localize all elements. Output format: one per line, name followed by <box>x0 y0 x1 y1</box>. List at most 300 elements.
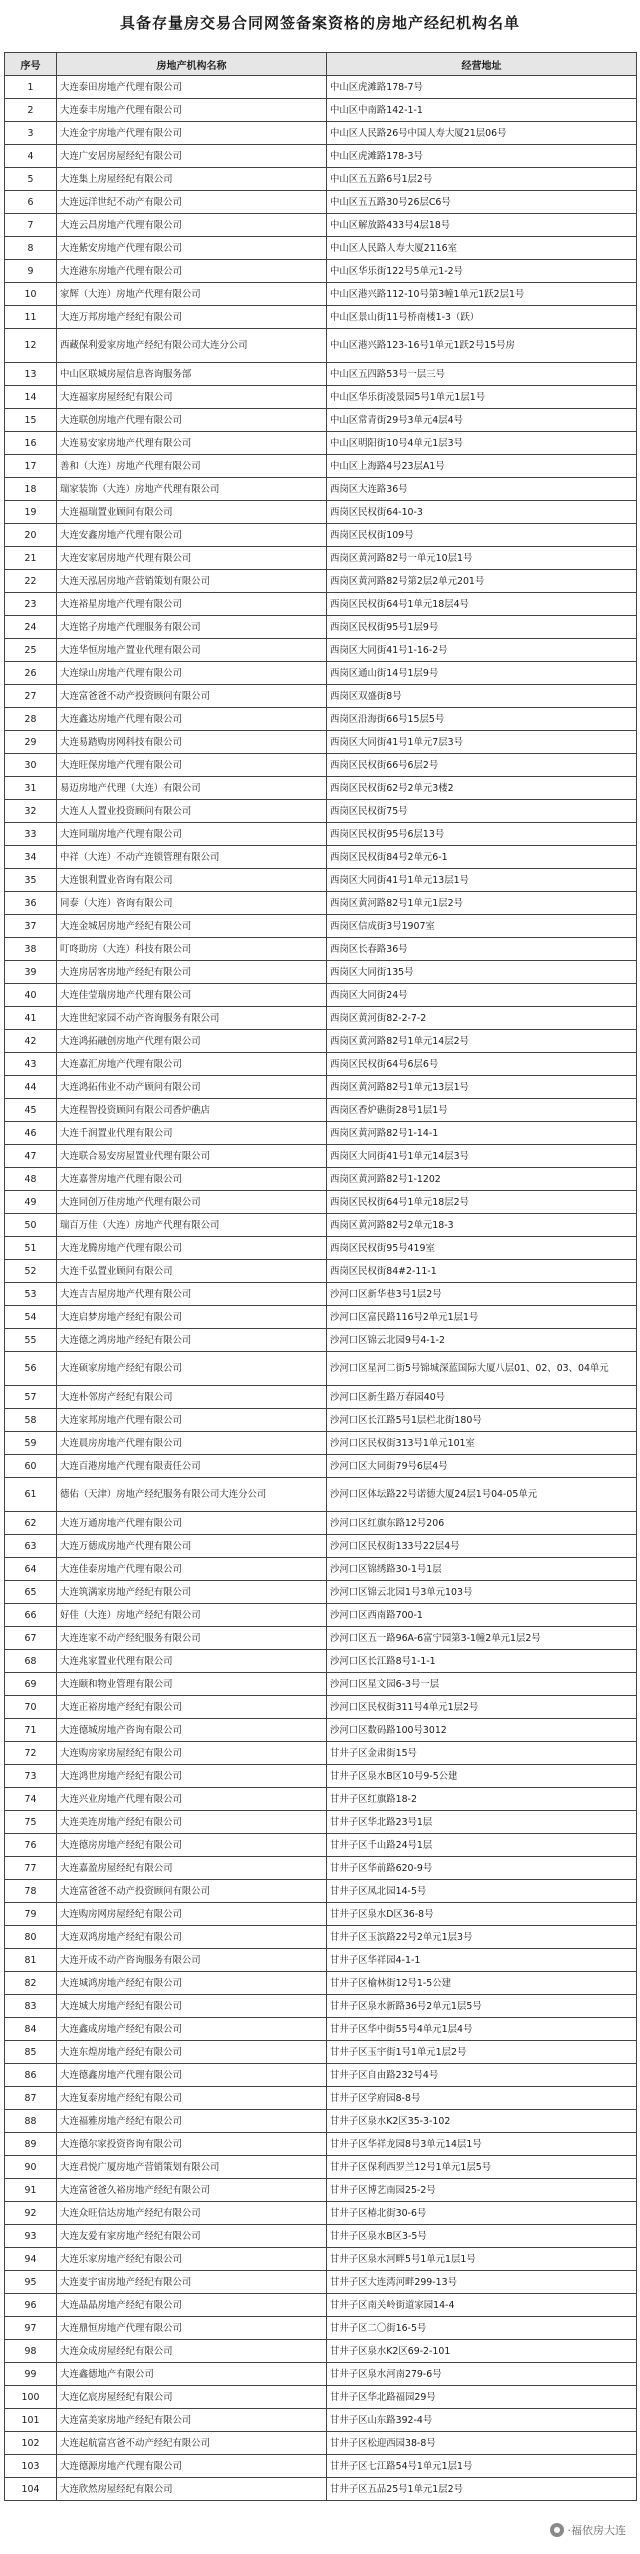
row-agency-name: 大连鸿世房地产经纪有限公司 <box>57 1765 327 1788</box>
row-index: 42 <box>5 1030 57 1053</box>
row-index: 96 <box>5 2294 57 2317</box>
row-agency-name: 大连铭子房地产代理服务有限公司 <box>57 616 327 639</box>
row-index: 11 <box>5 306 57 329</box>
row-index: 31 <box>5 777 57 800</box>
table-row <box>5 1145 637 1168</box>
table-row <box>5 76 637 99</box>
row-agency-name: 大连天泓居房地产营销策划有限公司 <box>57 570 327 593</box>
table-row <box>5 1581 637 1604</box>
row-agency-name: 大连安家居房地产代理有限公司 <box>57 547 327 570</box>
row-index: 6 <box>5 191 57 214</box>
table-row <box>5 2432 637 2455</box>
row-address: 西岗区香炉礁街28号1层1号 <box>327 1099 637 1122</box>
row-address: 沙河口区红旗东路12号206 <box>327 1512 637 1535</box>
row-address: 甘井子区玉宇街1号1单元1层2号 <box>327 2041 637 2064</box>
row-index: 49 <box>5 1191 57 1214</box>
table-row <box>5 1191 637 1214</box>
row-address: 甘井子区玉滨路22号2单元1层3号 <box>327 1926 637 1949</box>
table-row <box>5 869 637 892</box>
table-row <box>5 2363 637 2386</box>
table-row <box>5 1811 637 1834</box>
row-agency-name: 大连东煌房地产经纪有限公司 <box>57 2041 327 2064</box>
row-agency-name: 大连福家房屋经纪有限公司 <box>57 386 327 409</box>
table-row <box>5 2294 637 2317</box>
table-row <box>5 754 637 777</box>
row-index: 58 <box>5 1409 57 1432</box>
row-agency-name: 大连众成房屋经纪有限公司 <box>57 2340 327 2363</box>
row-agency-name: 易迈房地产代理（大连）有限公司 <box>57 777 327 800</box>
row-agency-name: 大连绿山房地产代理有限公司 <box>57 662 327 685</box>
row-address: 沙河口区民权街313号1单元101室 <box>327 1432 637 1455</box>
table-row <box>5 731 637 754</box>
row-index: 102 <box>5 2432 57 2455</box>
row-address: 沙河口区星文园6-3号一层 <box>327 1673 637 1696</box>
row-index: 83 <box>5 1995 57 2018</box>
watermark-text: ·福依房大连 <box>567 2524 626 2537</box>
table-row <box>5 1742 637 1765</box>
row-index: 37 <box>5 915 57 938</box>
table-row <box>5 639 637 662</box>
row-address: 西岗区沿海街66号15层5号 <box>327 708 637 731</box>
row-index: 23 <box>5 593 57 616</box>
row-address: 中山区虎滩路178-7号 <box>327 76 637 99</box>
row-agency-name: 大连鸿拓伟业不动产顾问有限公司 <box>57 1076 327 1099</box>
row-agency-name: 大连泰田房地产代理有限公司 <box>57 76 327 99</box>
table-row <box>5 1122 637 1145</box>
row-address: 中山区明阳街10号4单元1层3号 <box>327 432 637 455</box>
table-row <box>5 1558 637 1581</box>
row-agency-name: 大连兆家置业代理有限公司 <box>57 1650 327 1673</box>
row-agency-name: 大连鑫达房地产代理有限公司 <box>57 708 327 731</box>
row-index: 81 <box>5 1949 57 1972</box>
row-agency-name: 大连集上房屋经纪有限公司 <box>57 168 327 191</box>
row-address: 西岗区大同街24号 <box>327 984 637 1007</box>
row-address: 西岗区民权街64号1单元18层2号 <box>327 1191 637 1214</box>
row-agency-name: 大连福瑞置业顾问有限公司 <box>57 501 327 524</box>
row-agency-name: 叮咚助房（大连）科技有限公司 <box>57 938 327 961</box>
table-row <box>5 1168 637 1191</box>
row-agency-name: 大连房居客房地产经纪有限公司 <box>57 961 327 984</box>
row-index: 40 <box>5 984 57 1007</box>
row-agency-name: 中山区联城房屋信息咨询服务部 <box>57 363 327 386</box>
row-index: 14 <box>5 386 57 409</box>
row-address: 沙河口区大同街79号6层4号 <box>327 1455 637 1478</box>
row-agency-name: 大连启梦房地产经纪有限公司 <box>57 1306 327 1329</box>
table-row <box>5 1329 637 1352</box>
table-row <box>5 1237 637 1260</box>
row-agency-name: 大连金宇房地产代理有限公司 <box>57 122 327 145</box>
row-agency-name: 大连晨房房地产代理有限公司 <box>57 1432 327 1455</box>
row-address: 沙河口区富民路116号2单元1层1号 <box>327 1306 637 1329</box>
row-index: 13 <box>5 363 57 386</box>
row-agency-name: 大连兴业房地产代理有限公司 <box>57 1788 327 1811</box>
row-address: 甘井子区二〇街16-5号 <box>327 2317 637 2340</box>
row-index: 44 <box>5 1076 57 1099</box>
row-index: 30 <box>5 754 57 777</box>
row-index: 51 <box>5 1237 57 1260</box>
table-row <box>5 593 637 616</box>
row-agency-name: 大连麦宇宙房地产经纪有限公司 <box>57 2271 327 2294</box>
row-index: 103 <box>5 2455 57 2478</box>
row-agency-name: 大连硕家房地产经纪有限公司 <box>57 1352 327 1386</box>
row-agency-name: 大连港东房地产代理有限公司 <box>57 260 327 283</box>
row-index: 71 <box>5 1719 57 1742</box>
row-address: 中山区人民路人寿大厦2116室 <box>327 237 637 260</box>
table-row <box>5 191 637 214</box>
row-address: 沙河口区新华巷3号1层2号 <box>327 1283 637 1306</box>
row-index: 94 <box>5 2248 57 2271</box>
table-row <box>5 1512 637 1535</box>
row-agency-name: 大连购房家房屋经纪有限公司 <box>57 1742 327 1765</box>
row-address: 西岗区黄河路82号1-14-1 <box>327 1122 637 1145</box>
row-address: 西岗区民权街95号1层9号 <box>327 616 637 639</box>
table-row <box>5 984 637 1007</box>
row-index: 90 <box>5 2156 57 2179</box>
row-address: 沙河口区新生路万春园40号 <box>327 1386 637 1409</box>
row-index: 15 <box>5 409 57 432</box>
row-agency-name: 大连银利置业咨询有限公司 <box>57 869 327 892</box>
table-row <box>5 1535 637 1558</box>
row-address: 甘井子区金肃街15号 <box>327 1742 637 1765</box>
row-index: 82 <box>5 1972 57 1995</box>
row-index: 1 <box>5 76 57 99</box>
row-index: 62 <box>5 1512 57 1535</box>
row-index: 45 <box>5 1099 57 1122</box>
row-agency-name: 大连千弘置业顾问有限公司 <box>57 1260 327 1283</box>
row-agency-name: 大连裕星房地产代理有限公司 <box>57 593 327 616</box>
row-address: 甘井子区红旗路18-2 <box>327 1788 637 1811</box>
table-row <box>5 1719 637 1742</box>
table-row <box>5 662 637 685</box>
row-index: 89 <box>5 2133 57 2156</box>
row-agency-name: 大连众旺信达房地产经纪有限公司 <box>57 2202 327 2225</box>
row-address: 沙河口区锦云北园9号4-1-2 <box>327 1329 637 1352</box>
table-row <box>5 547 637 570</box>
row-address: 沙河口区锦绣路30-1号1层 <box>327 1558 637 1581</box>
row-address: 甘井子区华前路620-9号 <box>327 1857 637 1880</box>
row-address: 甘井子区泉水K2区35-3-102 <box>327 2110 637 2133</box>
row-index: 12 <box>5 329 57 363</box>
row-address: 中山区景山街11号桥南楼1-3（跃） <box>327 306 637 329</box>
row-address: 中山区五五路6号1层2号 <box>327 168 637 191</box>
row-index: 46 <box>5 1122 57 1145</box>
row-address: 沙河口区星河二街5号锦城深蓝国际大厦八层01、02、03、04单元 <box>327 1352 637 1386</box>
table-row <box>5 1409 637 1432</box>
row-index: 25 <box>5 639 57 662</box>
row-agency-name: 大连德房房地产经纪有限公司 <box>57 1834 327 1857</box>
table-row <box>5 777 637 800</box>
row-address: 中山区常青街29号3单元4层4号 <box>327 409 637 432</box>
table-row <box>5 1432 637 1455</box>
table-row <box>5 1834 637 1857</box>
table-row <box>5 1903 637 1926</box>
table-row <box>5 2018 637 2041</box>
row-agency-name: 大连筑满家房地产经纪有限公司 <box>57 1581 327 1604</box>
table-row <box>5 1857 637 1880</box>
table-body <box>5 76 637 2501</box>
row-agency-name: 大连友爱有家房地产经纪有限公司 <box>57 2225 327 2248</box>
row-address: 中山区港兴路123-16号1单元1跃2号15号房 <box>327 329 637 363</box>
table-row <box>5 2248 637 2271</box>
row-address: 甘井子区华中街55号4单元1层4号 <box>327 2018 637 2041</box>
row-agency-name: 大连佳泰房地产代理有限公司 <box>57 1558 327 1581</box>
row-agency-name: 大连嘉誉房地产代理有限公司 <box>57 1168 327 1191</box>
row-agency-name: 大连联创房地产代理有限公司 <box>57 409 327 432</box>
table-row <box>5 1673 637 1696</box>
row-agency-name: 大连旺保房地产代理有限公司 <box>57 754 327 777</box>
table-row <box>5 685 637 708</box>
row-index: 26 <box>5 662 57 685</box>
row-agency-name: 同泰（大连）咨询有限公司 <box>57 892 327 915</box>
row-address: 甘井子区华北路福园29号 <box>327 2386 637 2409</box>
row-address: 甘井子区榆林街12号1-5公建 <box>327 1972 637 1995</box>
agency-table <box>4 52 637 2501</box>
table-row <box>5 1455 637 1478</box>
row-address: 西岗区大同街41号1单元14层3号 <box>327 1145 637 1168</box>
row-index: 91 <box>5 2179 57 2202</box>
header-index: 序号 <box>5 53 57 76</box>
row-agency-name: 大连万邦房地产经纪有限公司 <box>57 306 327 329</box>
row-address: 甘井子区博艺南园25-2号 <box>327 2179 637 2202</box>
row-address: 甘井子区泉水D区36-8号 <box>327 1903 637 1926</box>
row-agency-name: 大连世纪家园不动产咨询服务有限公司 <box>57 1007 327 1030</box>
row-index: 69 <box>5 1673 57 1696</box>
row-agency-name: 大连乐家房地产经纪有限公司 <box>57 2248 327 2271</box>
row-agency-name: 大连程智投资顾问有限公司香炉礁店 <box>57 1099 327 1122</box>
page-title: 具备存量房交易合同网签备案资格的房地产经纪机构名单 <box>119 14 520 32</box>
row-agency-name: 大连朴邻房产经纪有限公司 <box>57 1386 327 1409</box>
table-row <box>5 846 637 869</box>
row-agency-name: 大连德尔家投资咨询有限公司 <box>57 2133 327 2156</box>
row-index: 43 <box>5 1053 57 1076</box>
row-index: 3 <box>5 122 57 145</box>
row-address: 西岗区黄河路82号1单元1层2号 <box>327 892 637 915</box>
row-index: 52 <box>5 1260 57 1283</box>
row-address: 西岗区双盛街8号 <box>327 685 637 708</box>
row-agency-name: 大连欣然房屋经纪有限公司 <box>57 2478 327 2501</box>
row-agency-name: 大连开成不动产咨询服务有限公司 <box>57 1949 327 1972</box>
row-index: 38 <box>5 938 57 961</box>
row-address: 沙河口区体坛路22号诺德大厦24层1号04-05单元 <box>327 1478 637 1512</box>
row-index: 101 <box>5 2409 57 2432</box>
row-index: 61 <box>5 1478 57 1512</box>
row-address: 西岗区民权街64号1单元18层4号 <box>327 593 637 616</box>
row-index: 16 <box>5 432 57 455</box>
row-agency-name: 大连德城房地产咨询有限公司 <box>57 1719 327 1742</box>
row-index: 59 <box>5 1432 57 1455</box>
row-agency-name: 大连联合易安房屋置业代理有限公司 <box>57 1145 327 1168</box>
row-address: 甘井子区华北路23号1层 <box>327 1811 637 1834</box>
row-address: 西岗区黄河路82号1单元14层2号 <box>327 1030 637 1053</box>
row-index: 73 <box>5 1765 57 1788</box>
table-row <box>5 1650 637 1673</box>
row-index: 66 <box>5 1604 57 1627</box>
row-index: 28 <box>5 708 57 731</box>
row-address: 西岗区黄河路82号1单元13层1号 <box>327 1076 637 1099</box>
row-agency-name: 大连吉吉屋房地产代理有限公司 <box>57 1283 327 1306</box>
table-row <box>5 1386 637 1409</box>
row-address: 西岗区民权街64-10-3 <box>327 501 637 524</box>
row-address: 中山区五五路30号26层C6号 <box>327 191 637 214</box>
table-row <box>5 1765 637 1788</box>
table-row <box>5 145 637 168</box>
row-agency-name: 家辉（大连）房地产代理有限公司 <box>57 283 327 306</box>
table-row <box>5 2225 637 2248</box>
row-agency-name: 大连人人置业投资顾问有限公司 <box>57 800 327 823</box>
wechat-logo-icon <box>550 2523 564 2537</box>
table-row <box>5 1604 637 1627</box>
row-index: 8 <box>5 237 57 260</box>
row-index: 104 <box>5 2478 57 2501</box>
row-address: 西岗区大同街41号1单元7层3号 <box>327 731 637 754</box>
row-agency-name: 大连同创万佳房地产代理有限公司 <box>57 1191 327 1214</box>
row-address: 西岗区民权街66号6层2号 <box>327 754 637 777</box>
row-index: 20 <box>5 524 57 547</box>
table-row <box>5 616 637 639</box>
row-index: 53 <box>5 1283 57 1306</box>
row-index: 100 <box>5 2386 57 2409</box>
table-header-row <box>5 53 637 76</box>
row-index: 64 <box>5 1558 57 1581</box>
table-row <box>5 1949 637 1972</box>
table-row <box>5 2317 637 2340</box>
row-address: 西岗区民权街109号 <box>327 524 637 547</box>
row-address: 甘井子区千山路24号1层 <box>327 1834 637 1857</box>
row-agency-name: 大连鑫成房地产经纪有限公司 <box>57 2018 327 2041</box>
row-address: 中山区解放路433号4层18号 <box>327 214 637 237</box>
row-agency-name: 大连金城居房地产经纪有限公司 <box>57 915 327 938</box>
row-address: 西岗区大同街41号1-16-2号 <box>327 639 637 662</box>
table-row <box>5 1030 637 1053</box>
row-index: 41 <box>5 1007 57 1030</box>
row-index: 74 <box>5 1788 57 1811</box>
row-agency-name: 大连城鸿房地产经纪有限公司 <box>57 1972 327 1995</box>
row-index: 5 <box>5 168 57 191</box>
table-row <box>5 2202 637 2225</box>
row-address: 西岗区大连路36号 <box>327 478 637 501</box>
row-index: 60 <box>5 1455 57 1478</box>
row-address: 甘井子区七江路54号1单元1层1号 <box>327 2455 637 2478</box>
row-agency-name: 德佑（天津）房地产经纪服务有限公司大连分公司 <box>57 1478 327 1512</box>
row-address: 西岗区通山街14号1层9号 <box>327 662 637 685</box>
row-index: 17 <box>5 455 57 478</box>
row-index: 77 <box>5 1857 57 1880</box>
row-address: 甘井子区大连湾河畔299-13号 <box>327 2271 637 2294</box>
table-row <box>5 501 637 524</box>
row-address: 中山区中南路142-1-1 <box>327 99 637 122</box>
row-address: 甘井子区五品25号1单元1层2号 <box>327 2478 637 2501</box>
row-address: 甘井子区椿北街30-6号 <box>327 2202 637 2225</box>
table-row <box>5 409 637 432</box>
table-row <box>5 2179 637 2202</box>
row-index: 39 <box>5 961 57 984</box>
row-address: 甘井子区学府园8-8号 <box>327 2087 637 2110</box>
row-agency-name: 大连起航富宫爸不动产经纪有限公司 <box>57 2432 327 2455</box>
row-address: 甘井子区南关岭街道家园14-4 <box>327 2294 637 2317</box>
row-index: 72 <box>5 1742 57 1765</box>
row-index: 34 <box>5 846 57 869</box>
table-row <box>5 2386 637 2409</box>
table-row <box>5 386 637 409</box>
table-row <box>5 524 637 547</box>
table-row <box>5 214 637 237</box>
row-index: 57 <box>5 1386 57 1409</box>
row-agency-name: 大连富爸爸不动产投资顾问有限公司 <box>57 1880 327 1903</box>
row-agency-name: 大连华恒房地产置业代理有限公司 <box>57 639 327 662</box>
table-row <box>5 2133 637 2156</box>
table-row <box>5 823 637 846</box>
table-row <box>5 1283 637 1306</box>
row-agency-name: 大连德鑫房地产代理有限公司 <box>57 2064 327 2087</box>
row-index: 75 <box>5 1811 57 1834</box>
row-address: 中山区虎滩路178-3号 <box>327 145 637 168</box>
row-address: 沙河口区西南路700-1 <box>327 1604 637 1627</box>
row-index: 95 <box>5 2271 57 2294</box>
row-index: 29 <box>5 731 57 754</box>
table-row <box>5 1926 637 1949</box>
table-row <box>5 1880 637 1903</box>
row-index: 21 <box>5 547 57 570</box>
table-row <box>5 1478 637 1512</box>
row-index: 93 <box>5 2225 57 2248</box>
row-address: 甘井子区泉水河畔5号1单元1层1号 <box>327 2248 637 2271</box>
row-index: 27 <box>5 685 57 708</box>
table-row <box>5 1214 637 1237</box>
row-address: 西岗区民权街84#2-11-1 <box>327 1260 637 1283</box>
row-address: 中山区人民路26号中国人寿大厦21层06号 <box>327 122 637 145</box>
table-row <box>5 708 637 731</box>
table-row <box>5 283 637 306</box>
row-agency-name: 大连龙腾房地产代理有限公司 <box>57 1237 327 1260</box>
row-agency-name: 大连美连房地产经纪有限公司 <box>57 1811 327 1834</box>
watermark <box>550 2520 627 2540</box>
row-index: 50 <box>5 1214 57 1237</box>
row-index: 22 <box>5 570 57 593</box>
row-agency-name: 大连嘉盈房屋经纪有限公司 <box>57 1857 327 1880</box>
table-row <box>5 892 637 915</box>
row-index: 36 <box>5 892 57 915</box>
row-agency-name: 善和（大连）房地产代理有限公司 <box>57 455 327 478</box>
row-index: 33 <box>5 823 57 846</box>
row-index: 98 <box>5 2340 57 2363</box>
row-address: 甘井子区山东路392-4号 <box>327 2409 637 2432</box>
table-row <box>5 455 637 478</box>
row-index: 47 <box>5 1145 57 1168</box>
table-row <box>5 99 637 122</box>
row-address: 甘井子区凤北园14-5号 <box>327 1880 637 1903</box>
row-address: 西岗区信成街3号1907室 <box>327 915 637 938</box>
row-index: 79 <box>5 1903 57 1926</box>
header-agency-name: 房地产机构名称 <box>57 53 327 76</box>
row-agency-name: 大连福雅房地产经纪有限公司 <box>57 2110 327 2133</box>
row-address: 西岗区黄河路82号一单元10层1号 <box>327 547 637 570</box>
row-agency-name: 大连安鑫房地产代理有限公司 <box>57 524 327 547</box>
row-agency-name: 大连德之鸿房地产经纪有限公司 <box>57 1329 327 1352</box>
table-row <box>5 1053 637 1076</box>
table-row <box>5 2041 637 2064</box>
row-index: 68 <box>5 1650 57 1673</box>
table-row <box>5 2455 637 2478</box>
row-agency-name: 大连云昌房地产代理有限公司 <box>57 214 327 237</box>
row-address: 西岗区大同街135号 <box>327 961 637 984</box>
row-address: 西岗区民权街95号6层13号 <box>327 823 637 846</box>
row-index: 86 <box>5 2064 57 2087</box>
table-row <box>5 1099 637 1122</box>
row-address: 西岗区大同街41号1单元13层1号 <box>327 869 637 892</box>
row-index: 84 <box>5 2018 57 2041</box>
row-index: 54 <box>5 1306 57 1329</box>
row-index: 67 <box>5 1627 57 1650</box>
